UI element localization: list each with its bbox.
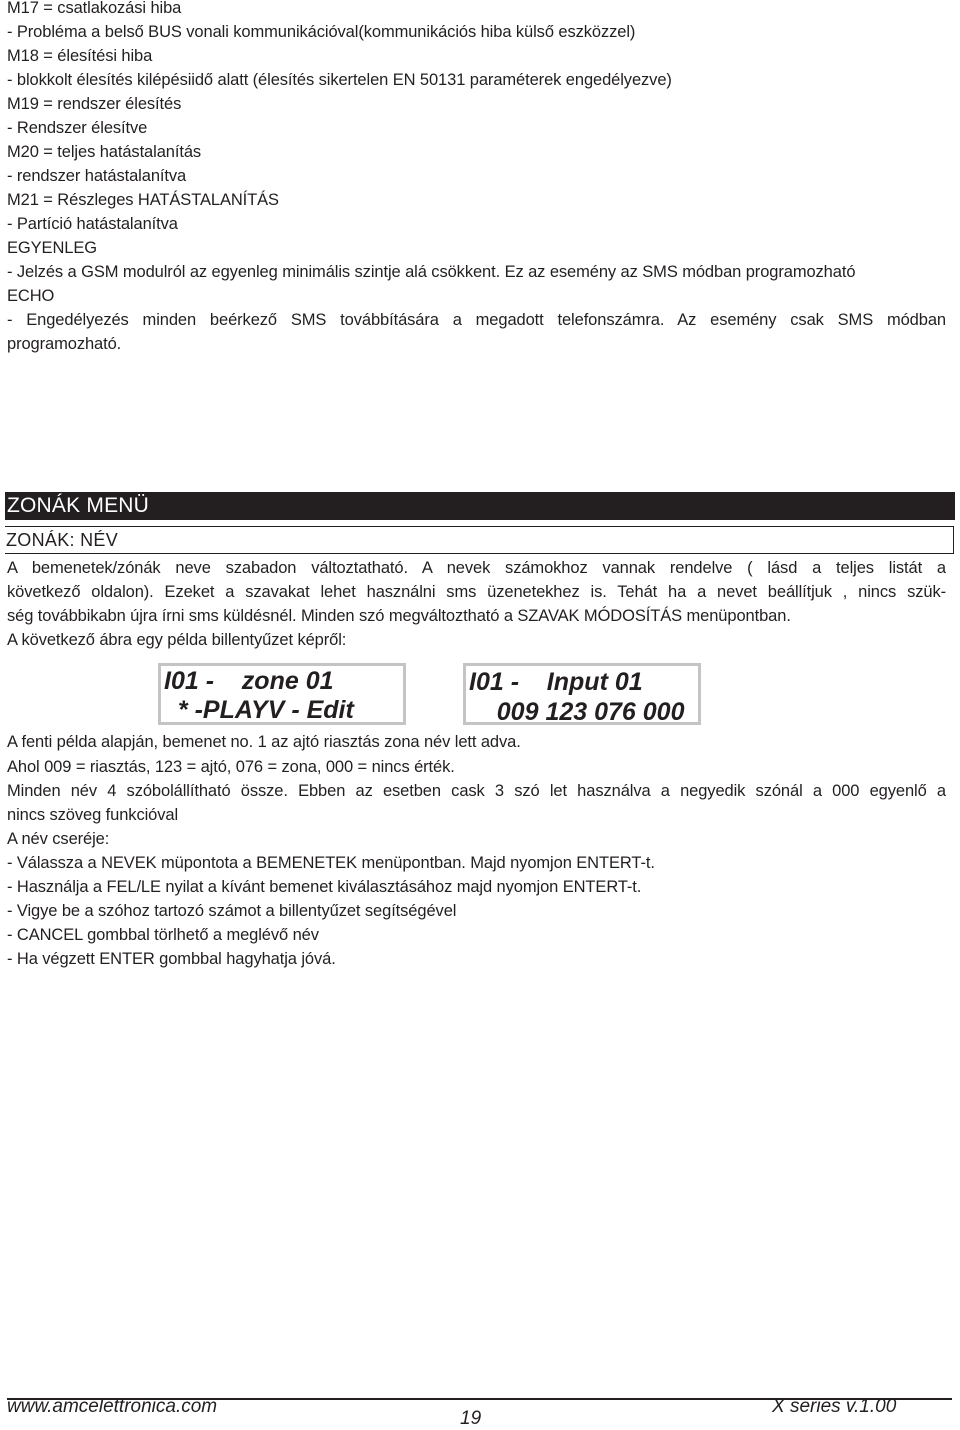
text-line: - CANCEL gombbal törlhető a meglévő név [7, 926, 319, 944]
text-line: - Vigye be a szóhoz tartozó számot a billentyűzet segítségével [7, 902, 457, 920]
text-line: M18 = élesítési hiba [7, 47, 153, 65]
footer-series: X series v.1.00 [772, 1396, 897, 1417]
lcd-display-right [463, 663, 701, 725]
text-line: A bemenetek/zónák neve szabadon változtatható. A nevek számokhoz vannak rendelve ( lásd a teljes listát a [7, 559, 946, 577]
text-line: - Használja a FEL/LE nyilat a kívánt bemenet kiválasztásához majd nyomjon ENTERT-t. [7, 878, 642, 896]
text-line: programozható. [7, 335, 122, 353]
text-line: M20 = teljes hatástalanítás [7, 143, 202, 161]
text-line: Minden név 4 szóbolállítható össze. Ebben az esetben cask 3 szó let használva a negyedik szónál a 000 egyenlő a [7, 782, 946, 800]
text-line: - Partíció hatástalanítva [7, 215, 178, 233]
text-line: következő oldalon). Ezeket a szavakat lehet használni sms üzenetekhez is. Tehát ha a nevet beállítjuk , nincs szük- [7, 583, 946, 601]
text-line: M19 = rendszer élesítés [7, 95, 182, 113]
text-line: - Jelzés a GSM modulról az egyenleg minimális szintje alá csökkent. Ez az esemény az SMS módban programozható [7, 263, 856, 281]
subsection-title: ZONÁK: NÉV [6, 530, 119, 550]
text-line: A következő ábra egy példa billentyűzet képről: [7, 631, 347, 649]
text-line: - Probléma a belső BUS vonali kommunikációval(kommunikációs hiba külső eszközzel) [7, 23, 636, 41]
text-line: EGYENLEG [7, 239, 97, 257]
text-line: - rendszer hatástalanítva [7, 167, 187, 185]
text-line: A fenti példa alapján, bemenet no. 1 az ajtó riasztás zona név lett adva. [7, 733, 521, 751]
text-line: - Engedélyezés minden beérkező SMS továbbítására a megadott telefonszámra. Az esemény csak SMS módban [7, 311, 946, 329]
section-header-bar [5, 492, 955, 520]
text-line: - Rendszer élesítve [7, 119, 148, 137]
text-line: - Ha végzett ENTER gombbal hagyhatja jóvá. [7, 950, 336, 968]
text-line: A név cseréje: [7, 830, 110, 848]
text-line: Ahol 009 = riasztás, 123 = ajtó, 076 = zona, 000 = nincs érték. [7, 758, 455, 776]
text-line: M17 = csatlakozási hiba [7, 0, 182, 17]
lcd-display-left [158, 663, 406, 725]
subsection-header-bar [5, 526, 954, 554]
text-line: - blokkolt élesítés kilépésiidő alatt (élesítés sikertelen EN 50131 paraméterek engedélyezve) [7, 71, 672, 89]
footer-website[interactable]: www.amcelettronica.com [7, 1396, 218, 1417]
lcd-line-2: 009 123 076 000 [469, 698, 685, 726]
lcd-line-1: I01 - zone 01 [164, 667, 334, 695]
text-line: ECHO [7, 287, 55, 305]
lcd-line-1: I01 - Input 01 [469, 668, 643, 696]
text-line: ség továbbikabn újra írni sms küldésnél. Minden szó megváltoztható a SZAVAK MÓDOSÍTÁS menüpontban. [7, 607, 791, 625]
text-line: - Válassza a NEVEK müpontota a BEMENETEK menüpontban. Majd nyomjon ENTERT-t. [7, 854, 655, 872]
page-number: 19 [460, 1408, 482, 1429]
lcd-line-2: * -PLAYV - Edit [164, 696, 354, 724]
text-line: nincs szöveg funkcióval [7, 806, 179, 824]
text-line: M21 = Részleges HATÁSTALANÍTÁS [7, 191, 279, 209]
section-title: ZONÁK MENÜ [7, 494, 150, 517]
